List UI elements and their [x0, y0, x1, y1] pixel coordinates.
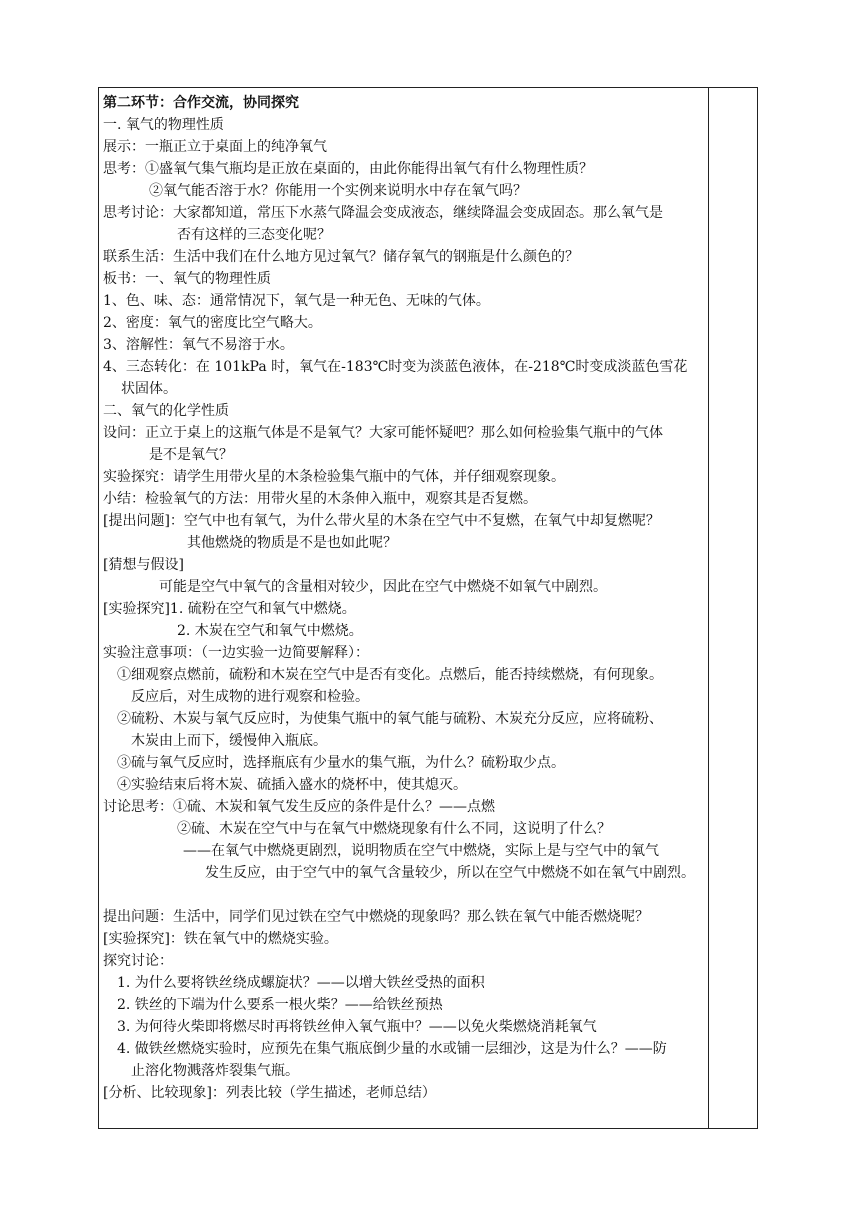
text-line: 思考：①盛氧气集气瓶均是正放在桌面的，由此你能得出氧气有什么物理性质？: [103, 161, 593, 177]
text-line: [提出问题]：空气中也有氧气，为什么带火星的木条在空气中不复燃，在氧气中却复燃呢？: [103, 513, 660, 529]
text-line: 思考讨论：大家都知道，常压下水蒸气降温会变成液态，继续降温会变成固态。那么氧气是: [103, 205, 663, 221]
text-line: 探究讨论：: [103, 953, 173, 969]
text-line: ④实验结束后将木炭、硫插入盛水的烧杯中，使其熄灭。: [117, 777, 467, 793]
text-line: 2. 木炭在空气和氧气中燃烧。: [177, 623, 363, 639]
text-line: ②硫、木炭在空气中与在氧气中燃烧现象有什么不同，这说明了什么？: [177, 821, 611, 837]
text-line: 3. 为何待火柴即将燃尽时再将铁丝伸入氧气瓶中？——以免火柴燃烧消耗氧气: [117, 1019, 597, 1035]
text-line: 3、溶解性：氧气不易溶于水。: [103, 337, 294, 353]
text-line: 4. 做铁丝燃烧实验时，应预先在集气瓶底倒少量的水或铺一层细沙，这是为什么？——防: [117, 1041, 667, 1057]
text-line: 状固体。: [121, 381, 177, 397]
text-line: 其他燃烧的物质是不是也如此呢？: [187, 535, 397, 551]
text-line: ③硫与氧气反应时，选择瓶底有少量水的集气瓶，为什么？硫粉取少点。: [117, 755, 565, 771]
text-line: 联系生活：生活中我们在什么地方见过氧气？储存氧气的钢瓶是什么颜色的？: [103, 249, 579, 265]
text-line: ②硫粉、木炭与氧气反应时，为使集气瓶中的氧气能与硫粉、木炭充分反应，应将硫粉、: [117, 711, 663, 727]
text-line: 否有这样的三态变化呢？: [177, 227, 331, 243]
text-line: ②氧气能否溶于水？你能用一个实例来说明水中存在氧气吗？: [149, 183, 527, 199]
text-line: 小结：检验氧气的方法：用带火星的木条伸入瓶中，观察其是否复燃。: [103, 491, 537, 507]
text-line: 4、三态转化：在 101kPa 时，氧气在-183℃时变为淡蓝色液体，在-218℃时变成淡蓝色雪花: [103, 359, 688, 375]
text-line: 2、密度：氧气的密度比空气略大。: [103, 315, 322, 331]
text-line: 实验探究：请学生用带火星的木条检验集气瓶中的气体，并仔细观察现象。: [103, 469, 565, 485]
text-line: [实验探究]1. 硫粉在空气和氧气中燃烧。: [103, 601, 356, 617]
text-line: [实验探究]：铁在氧气中的燃烧实验。: [103, 931, 338, 947]
text-line: 是不是氧气？: [149, 447, 233, 463]
table-column-divider: [708, 87, 709, 1129]
text-line: 提出问题：生活中，同学们见过铁在空气中燃烧的现象吗？那么铁在氧气中能否燃烧呢？: [103, 909, 649, 925]
text-line: [猜想与假设]: [103, 557, 184, 573]
section-heading: 第二环节：合作交流，协同探究: [103, 95, 299, 111]
text-line: 1、色、味、态：通常情况下，氧气是一种无色、无味的气体。: [103, 293, 490, 309]
text-line: 设问：正立于桌上的这瓶气体是不是氧气？大家可能怀疑吧？那么如何检验集气瓶中的气体: [103, 425, 663, 441]
text-line: 反应后，对生成物的进行观察和检验。: [131, 689, 369, 705]
text-line: 实验注意事项：（一边实验一边简要解释）：: [103, 645, 369, 661]
text-line: [分析、比较现象]：列表比较（学生描述，老师总结）: [103, 1085, 436, 1101]
text-line: 止溶化物溅落炸裂集气瓶。: [131, 1063, 299, 1079]
text-line: 可能是空气中氧气的含量相对较少，因此在空气中燃烧不如氧气中剧烈。: [159, 579, 607, 595]
text-line: 一. 氧气的物理性质: [103, 117, 224, 133]
text-line: 木炭由上而下，缓慢伸入瓶底。: [131, 733, 327, 749]
text-line: ①细观察点燃前，硫粉和木炭在空气中是否有变化。点燃后，能否持续燃烧，有何现象。: [117, 667, 663, 683]
text-line: 展示：一瓶正立于桌面上的纯净氧气: [103, 139, 327, 155]
text-line: 发生反应，由于空气中的氧气含量较少，所以在空气中燃烧不如在氧气中剧烈。: [205, 865, 695, 881]
text-line: 二、氧气的化学性质: [103, 403, 229, 419]
text-line: 讨论思考：①硫、木炭和氧气发生反应的条件是什么？——点燃: [103, 799, 495, 815]
text-line: 1. 为什么要将铁丝绕成螺旋状？——以增大铁丝受热的面积: [117, 975, 485, 991]
text-line: 2. 铁丝的下端为什么要系一根火柴？——给铁丝预热: [117, 997, 443, 1013]
text-line: ——在氧气中燃烧更剧烈，说明物质在空气中燃烧，实际上是与空气中的氧气: [183, 843, 659, 859]
text-line: 板书：一、氧气的物理性质: [103, 271, 271, 287]
